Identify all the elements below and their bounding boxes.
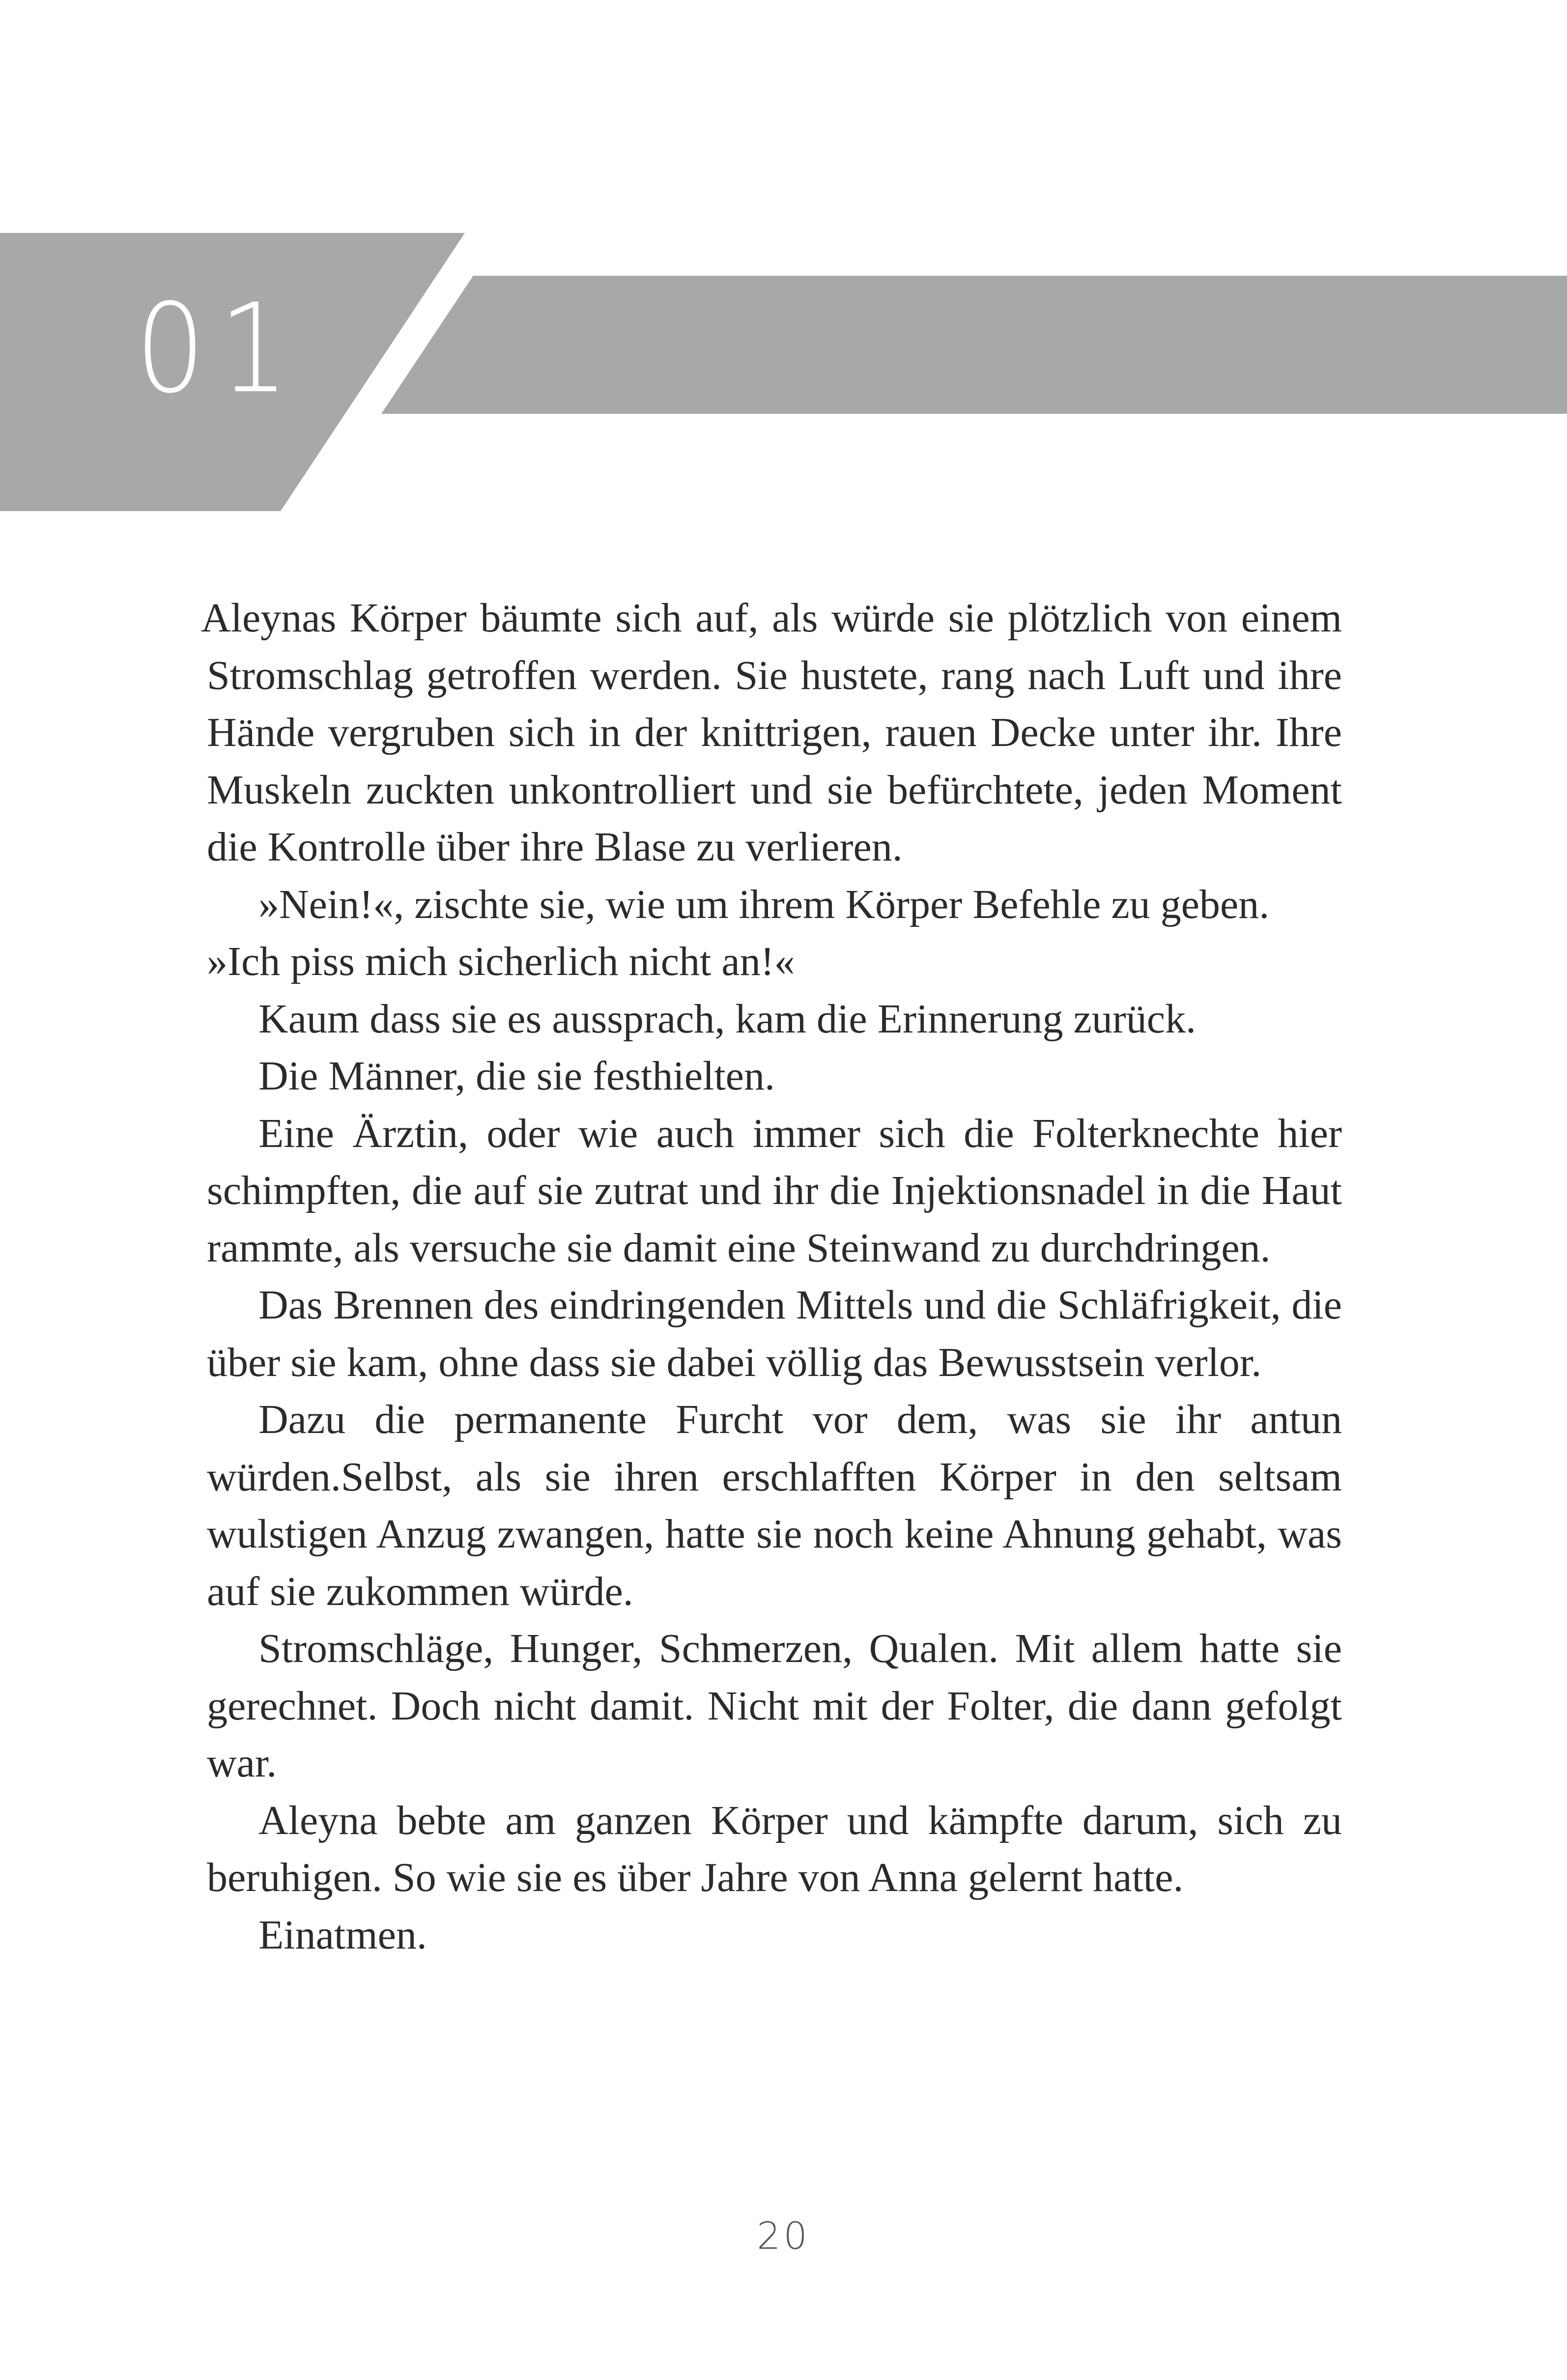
chapter-number: 01: [135, 277, 303, 420]
chapter-header: [0, 0, 1567, 541]
paragraph: Aleyna bebte am ganzen Körper und kämpfte darum, sich zu beruhigen. So wie sie es über Jahre von Anna gelernt hatte.: [207, 1797, 1342, 1900]
page-number: 20: [757, 2214, 810, 2258]
paragraph: Eine Ärztin, oder wie auch immer sich die Folterknechte hier schimpften, die auf sie zutrat und ihr die Injektionsnadel in die Haut rammte, als versuche sie damit eine Steinwand zu durchdringen.: [207, 1110, 1342, 1271]
chapter-header-band: [0, 0, 1567, 541]
paragraph: Einatmen.: [258, 1912, 427, 1958]
chapter-title-bar: [381, 276, 1567, 414]
paragraph: »Ich piss mich sicherlich nicht an!«: [207, 939, 795, 984]
paragraph: Kaum dass sie es aussprach, kam die Erinnerung zurück.: [258, 996, 1197, 1042]
paragraph: Stromschläge, Hunger, Schmerzen, Qualen. Mit allem hatte sie gerechnet. Doch nicht damit. Nicht mit der Folter, die dann gefolgt war.: [207, 1626, 1342, 1786]
paragraph: Aleynas Körper bäumte sich auf, als würde sie plötzlich von einem Stromschlag getroffen werden. Sie hustete, rang nach Luft und ihre Hände vergruben sich in der knittrigen, rauen Decke unter ihr. Ihre Muskeln zuckten unkontrolliert und sie befürchtete, jeden Moment die Kontrolle über ihre Blase zu verlieren.: [201, 595, 1342, 870]
paragraph: »Nein!«, zischte sie, wie um ihrem Körper Befehle zu geben.: [258, 881, 1270, 927]
paragraph: Dazu die permanente Furcht vor dem, was sie ihr antun würden.Selbst, als sie ihren erschlafften Körper in den seltsam wulstigen Anzug zwangen, hatte sie noch keine Ahnung gehabt, was auf sie zukommen würde.: [207, 1397, 1342, 1614]
paragraph: Das Brennen des eindringenden Mittels und die Schläfrigkeit, die über sie kam, ohne dass sie dabei völlig das Bewusstsein verlor.: [207, 1282, 1342, 1385]
paragraph: Die Männer, die sie festhielten.: [258, 1053, 775, 1099]
chapter-body: [201, 590, 1342, 1964]
